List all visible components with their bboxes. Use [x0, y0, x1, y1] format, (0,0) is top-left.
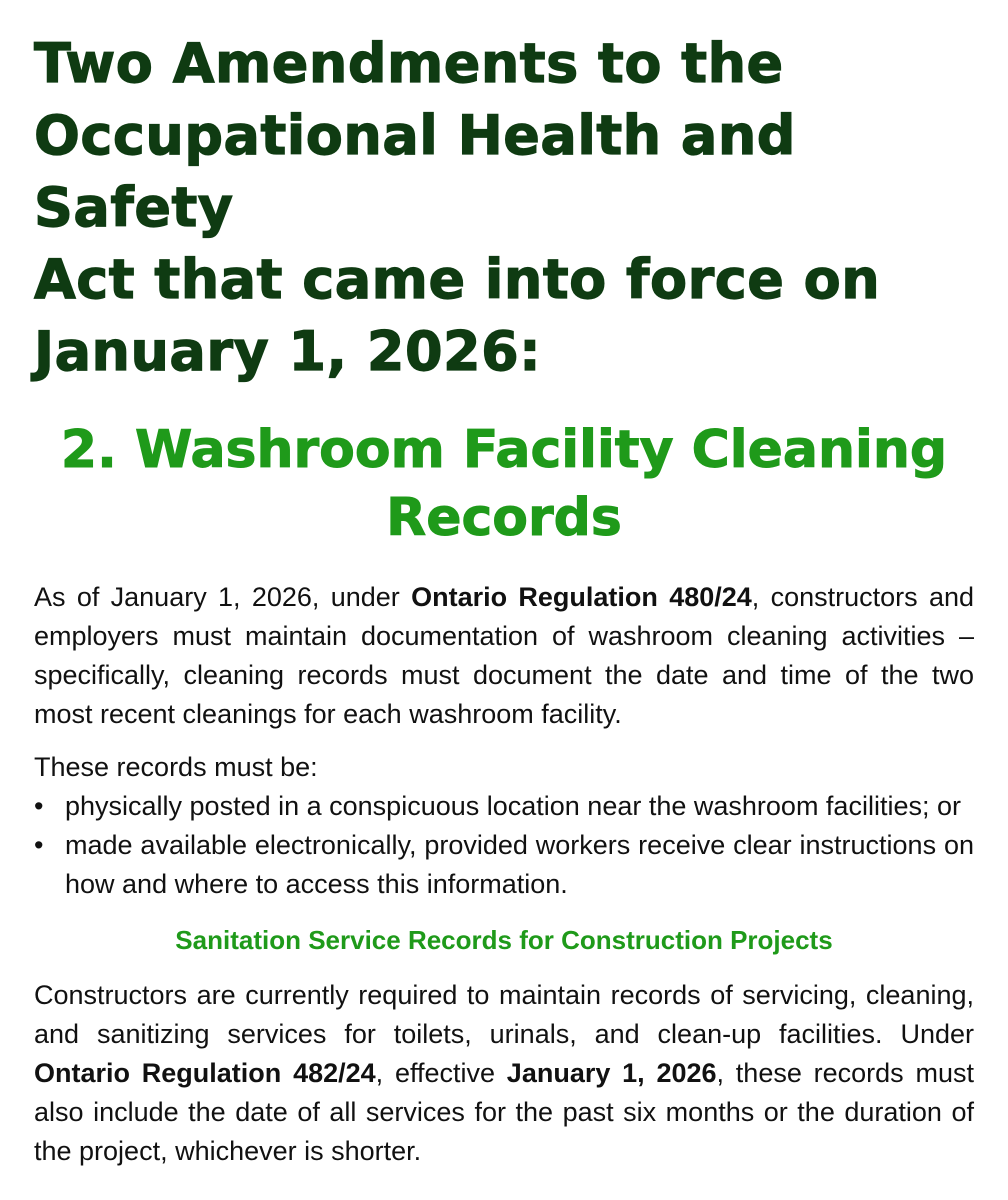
main-title-line-2: Occupational Health and Safety — [34, 104, 796, 239]
section-title-line-2: Records — [386, 488, 622, 548]
closing-text-3: , these records must also include the date of all services for the past six months or the duration of the project, whichever is shorter. — [34, 1058, 974, 1166]
list-item — [34, 787, 974, 826]
closing-regulation: Ontario Regulation 482/24 — [34, 1058, 376, 1088]
section-title-line-1: 2. Washroom Facility Cleaning — [60, 420, 948, 480]
intro-text-start: As of January 1, 2026, under — [34, 582, 412, 612]
main-title-line-4: January 1, 2026: — [34, 320, 542, 383]
main-title-line-1: Two Amendments to the — [34, 32, 784, 95]
closing-date: January 1, 2026 — [506, 1058, 717, 1088]
records-list — [34, 787, 974, 904]
sanitation-heading: Sanitation Service Records for Construction Projects — [175, 925, 833, 955]
list-item — [34, 826, 974, 904]
list-item-text: physically posted in a conspicuous location near the washroom facilities; or — [65, 791, 961, 821]
main-title — [34, 28, 974, 388]
bullet-icon: • — [34, 791, 44, 821]
list-item-text: made available electronically, provided workers receive clear instructions on how and where to access this information. — [65, 830, 974, 899]
closing-text-1: Constructors are currently required to maintain records of servicing, cleaning, and sanitizing services for toilets, urinals, and clean-up facilities. Under — [34, 980, 974, 1049]
bullet-icon: • — [34, 830, 44, 860]
section-title — [34, 416, 974, 552]
closing-text-2: , effective — [375, 1058, 507, 1088]
records-lead: These records must be: — [34, 752, 318, 782]
intro-regulation: Ontario Regulation 480/24 — [411, 582, 752, 612]
intro-text-end: , constructors and employers must maintain documentation of washroom cleaning activities – specifically, cleaning records must document the date and time of the two most recent cleanings for each washroom facility. — [34, 582, 974, 729]
closing-paragraph — [34, 976, 974, 1171]
intro-paragraph — [34, 578, 974, 734]
main-title-line-3: Act that came into force on — [34, 248, 881, 311]
